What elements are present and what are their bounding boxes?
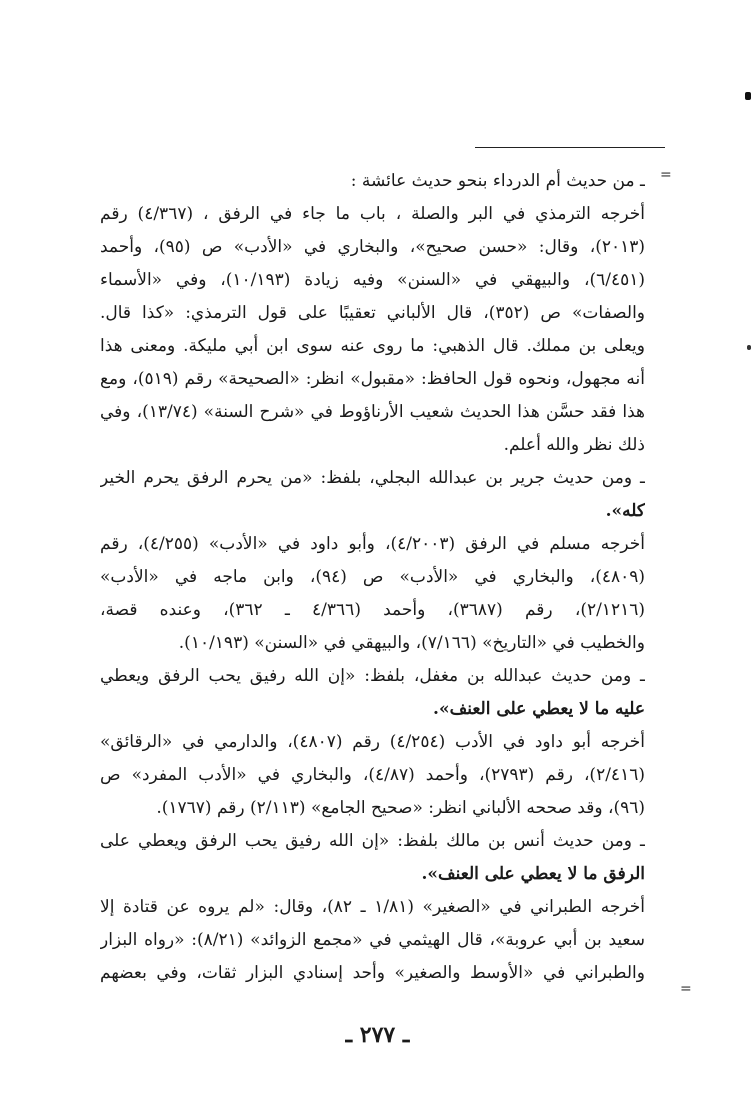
text-line: أخرجه مسلم في الرفق (٤/٢٠٠٣)، وأبو داود في «الأدب» (٤/٢٥٥)، رقم (100, 534, 645, 554)
margin-mark (747, 345, 751, 350)
text-line: ـ ومن حديث عبدالله بن مغفل، بلفظ: «إن الله رفيق يحب الرفق ويعطي (100, 666, 645, 686)
text-line: (٦/٤٥١)، والبيهقي في «السنن» وفيه زيادة (١٠/١٩٣)، وفي «الأسماء (100, 270, 645, 290)
text-line: (٤٨٠٩)، والبخاري في «الأدب» ص (٩٤)، وابن ماجه في «الأدب» (100, 567, 645, 587)
text-line: والطبراني في «الأوسط والصغير» وأحد إسنادي البزار ثقات، وفي بعضهم (100, 963, 645, 983)
text-line: أخرجه أبو داود في الأدب (٤/٢٥٤) رقم (٤٨٠٧)، والدارمي في «الرقائق» (100, 732, 645, 752)
text-line: (٢/٤١٦)، رقم (٢٧٩٣)، وأحمد (٤/٨٧)، والبخاري في «الأدب المفرد» ص (100, 765, 645, 785)
page-number: ـ ٢٧٧ ـ (345, 1022, 410, 1048)
footnote-continuation-marker: = (680, 981, 692, 997)
text-line: ـ ومن حديث جرير بن عبدالله البجلي، بلفظ: «من يحرم الرفق يحرم الخير (100, 468, 645, 488)
footnote-continuation-marker: = (660, 167, 672, 183)
footnote-text-block (100, 165, 645, 990)
text-line: أخرجه الترمذي في البر والصلة ، باب ما جاء في الرفق ، (٤/٣٦٧) رقم (100, 204, 645, 224)
text-line: أخرجه الطبراني في «الصغير» (١/٨١ ـ ٨٢)، وقال: «لم يروه عن قتادة إلا (100, 897, 645, 917)
text-line: هذا فقد حسَّن هذا الحديث شعيب الأرناؤوط في «شرح السنة» (١٣/٧٤)، وفي (100, 402, 645, 422)
text-line: والصفات» ص (٣٥٢)، قال الألباني تعقيبًا على قول الترمذي: «كذا قال. (100, 303, 645, 323)
text-line: كله». (605, 501, 645, 521)
text-line: عليه ما لا يعطي على العنف». (433, 699, 645, 719)
text-line: (٩٦)، وقد صححه الألباني انظر: «صحيح الجامع» (٢/١١٣) رقم (١٧٦٧). (156, 798, 645, 818)
text-line: (٢/١٢١٦)، رقم (٣٦٨٧)، وأحمد (٤/٣٦٦ ـ ٣٦٢)، وعنده قصة، (100, 600, 645, 620)
margin-mark (745, 92, 751, 100)
text-line: ذلك نظر والله أعلم. (503, 435, 645, 455)
text-line: أنه مجهول، ونحوه قول الحافظ: «مقبول» انظر: «الصحيحة» رقم (٥١٩)، ومع (100, 369, 645, 389)
text-line: والخطيب في «التاريخ» (٧/١٦٦)، والبيهقي في «السنن» (١٠/١٩٣). (178, 633, 645, 653)
text-line: ـ من حديث أم الدرداء بنحو حديث عائشة : (350, 171, 645, 191)
text-line: ويعلى بن مملك. قال الذهبي: ما روى عنه سوى ابن أبي مليكة. ومعنى هذا (100, 336, 645, 356)
text-line: (٢٠١٣)، وقال: «حسن صحيح»، والبخاري في «الأدب» ص (٩٥)، وأحمد (100, 237, 645, 257)
text-line: ـ ومن حديث أنس بن مالك بلفظ: «إن الله رفيق يحب الرفق ويعطي على (100, 831, 645, 851)
text-line: سعيد بن أبي عروبة»، قال الهيثمي في «مجمع الزوائد» (٨/٢١): «رواه البزار (100, 930, 645, 950)
text-line: الرفق ما لا يعطي على العنف». (421, 864, 645, 884)
footnote-separator-rule (475, 147, 665, 148)
